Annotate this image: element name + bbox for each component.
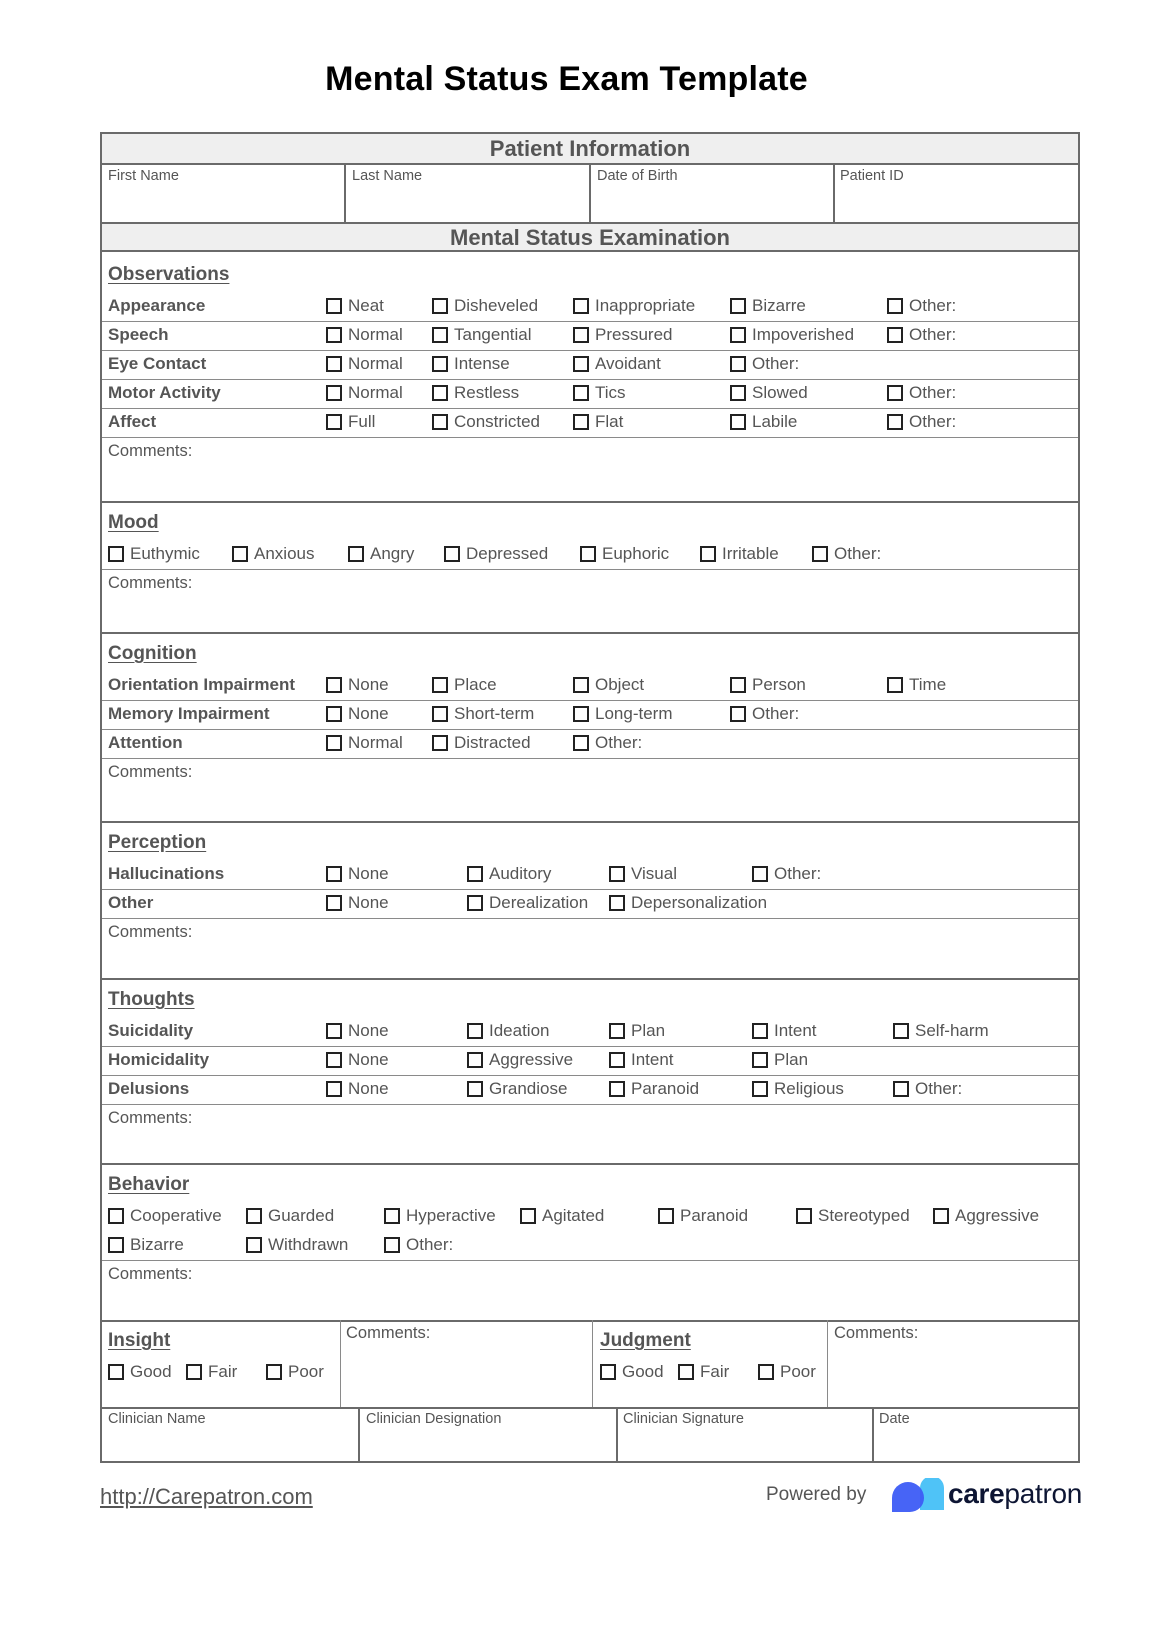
checkbox-icon[interactable]: [609, 866, 625, 882]
observations-comments[interactable]: Comments:: [108, 442, 193, 460]
checkbox-icon[interactable]: [326, 414, 342, 430]
checkbox-guarded[interactable]: Guarded: [246, 1206, 334, 1226]
checkbox-other[interactable]: Other:: [730, 354, 799, 374]
date-field[interactable]: Date: [879, 1411, 910, 1427]
checkbox-icon[interactable]: [326, 298, 342, 314]
checkbox-long-term[interactable]: Long-term: [573, 704, 672, 724]
divider: [102, 700, 1078, 701]
checkbox-icon[interactable]: [432, 414, 448, 430]
checkbox-icon[interactable]: [609, 1023, 625, 1039]
checkbox-icon[interactable]: [384, 1237, 400, 1253]
checkbox-other[interactable]: Other:: [893, 1079, 962, 1099]
checkbox-plan[interactable]: Plan: [752, 1050, 808, 1070]
checkbox-intense[interactable]: Intense: [432, 354, 510, 374]
perception-comments[interactable]: Comments:: [108, 923, 193, 941]
carepatron-link[interactable]: http://Carepatron.com: [100, 1484, 313, 1509]
checkbox-icon[interactable]: [812, 546, 828, 562]
checkbox-other[interactable]: Other:: [887, 296, 956, 316]
checkbox-icon[interactable]: [108, 1364, 124, 1380]
checkbox-icon[interactable]: [887, 298, 903, 314]
divider: [102, 729, 1078, 730]
checkbox-judgment-poor[interactable]: Poor: [758, 1362, 816, 1382]
checkbox-icon[interactable]: [933, 1208, 949, 1224]
checkbox-icon[interactable]: [887, 327, 903, 343]
mse-header: Mental Status Examination: [102, 222, 1078, 252]
checkbox-insight-fair[interactable]: Fair: [186, 1362, 237, 1382]
checkbox-none[interactable]: None: [326, 864, 389, 884]
judgment-title: Judgment: [600, 1330, 691, 1351]
checkbox-icon[interactable]: [609, 1081, 625, 1097]
divider: [102, 1104, 1078, 1105]
powered-by-label: Powered by: [766, 1484, 867, 1505]
checkbox-icon[interactable]: [609, 1052, 625, 1068]
checkbox-icon[interactable]: [730, 385, 746, 401]
checkbox-icon[interactable]: [326, 735, 342, 751]
checkbox-euthymic[interactable]: Euthymic: [108, 544, 200, 564]
checkbox-icon[interactable]: [752, 1023, 768, 1039]
checkbox-icon[interactable]: [752, 866, 768, 882]
checkbox-icon[interactable]: [573, 298, 589, 314]
divider: [102, 321, 1078, 322]
checkbox-constricted[interactable]: Constricted: [432, 412, 540, 432]
delusions-label: Delusions: [108, 1079, 190, 1098]
dob-field[interactable]: Date of Birth: [597, 168, 678, 184]
section-divider: [102, 1320, 1078, 1322]
checkbox-icon[interactable]: [108, 1237, 124, 1253]
checkbox-angry[interactable]: Angry: [348, 544, 414, 564]
divider: [102, 1046, 1078, 1047]
checkbox-icon[interactable]: [432, 298, 448, 314]
checkbox-none[interactable]: None: [326, 1079, 389, 1099]
checkbox-insight-poor[interactable]: Poor: [266, 1362, 324, 1382]
page-title: Mental Status Exam Template: [325, 60, 808, 98]
clinician-designation-field[interactable]: Clinician Designation: [366, 1411, 502, 1427]
checkbox-flat[interactable]: Flat: [573, 412, 623, 432]
checkbox-ideation[interactable]: Ideation: [467, 1021, 550, 1041]
checkbox-icon[interactable]: [678, 1364, 694, 1380]
divider: [102, 758, 1078, 759]
checkbox-icon[interactable]: [432, 735, 448, 751]
checkbox-icon[interactable]: [326, 1081, 342, 1097]
checkbox-religious[interactable]: Religious: [752, 1079, 844, 1099]
checkbox-icon[interactable]: [326, 895, 342, 911]
checkbox-icon[interactable]: [467, 895, 483, 911]
checkbox-icon[interactable]: [326, 1052, 342, 1068]
checkbox-labile[interactable]: Labile: [730, 412, 797, 432]
checkbox-icon[interactable]: [444, 546, 460, 562]
mood-comments[interactable]: Comments:: [108, 574, 193, 592]
checkbox-agitated[interactable]: Agitated: [520, 1206, 604, 1226]
checkbox-icon[interactable]: [887, 414, 903, 430]
checkbox-icon[interactable]: [232, 546, 248, 562]
checkbox-disheveled[interactable]: Disheveled: [432, 296, 538, 316]
exam-form: [100, 132, 1080, 1463]
checkbox-icon[interactable]: [730, 706, 746, 722]
checkbox-icon[interactable]: [700, 546, 716, 562]
checkbox-icon[interactable]: [326, 327, 342, 343]
divider: [102, 1260, 1078, 1261]
checkbox-icon[interactable]: [467, 866, 483, 882]
checkbox-icon[interactable]: [573, 677, 589, 693]
checkbox-icon[interactable]: [432, 677, 448, 693]
checkbox-other[interactable]: Other:: [573, 733, 642, 753]
checkbox-other[interactable]: Other:: [887, 412, 956, 432]
checkbox-icon[interactable]: [266, 1364, 282, 1380]
patient-id-field[interactable]: Patient ID: [840, 168, 904, 184]
mood-title: Mood: [108, 512, 159, 533]
checkbox-impoverished[interactable]: Impoverished: [730, 325, 854, 345]
checkbox-slowed[interactable]: Slowed: [730, 383, 808, 403]
checkbox-icon[interactable]: [893, 1081, 909, 1097]
divider: [102, 350, 1078, 351]
checkbox-icon[interactable]: [432, 706, 448, 722]
checkbox-icon[interactable]: [108, 1208, 124, 1224]
checkbox-icon[interactable]: [580, 546, 596, 562]
checkbox-icon[interactable]: [600, 1364, 616, 1380]
checkbox-normal[interactable]: Normal: [326, 354, 403, 374]
cognition-comments[interactable]: Comments:: [108, 763, 193, 781]
divider: [102, 379, 1078, 380]
checkbox-object[interactable]: Object: [573, 675, 644, 695]
checkbox-irritable[interactable]: Irritable: [700, 544, 779, 564]
checkbox-neat[interactable]: Neat: [326, 296, 384, 316]
checkbox-icon[interactable]: [658, 1208, 674, 1224]
checkbox-none[interactable]: None: [326, 704, 389, 724]
checkbox-pressured[interactable]: Pressured: [573, 325, 672, 345]
checkbox-inappropriate[interactable]: Inappropriate: [573, 296, 695, 316]
checkbox-distracted[interactable]: Distracted: [432, 733, 531, 753]
checkbox-aggressive[interactable]: Aggressive: [933, 1206, 1039, 1226]
divider: [102, 918, 1078, 919]
checkbox-tics[interactable]: Tics: [573, 383, 626, 403]
behavior-comments[interactable]: Comments:: [108, 1265, 193, 1283]
checkbox-icon[interactable]: [432, 356, 448, 372]
checkbox-euphoric[interactable]: Euphoric: [580, 544, 669, 564]
checkbox-depersonalization[interactable]: Depersonalization: [609, 893, 767, 913]
checkbox-intent[interactable]: Intent: [609, 1050, 674, 1070]
checkbox-insight-good[interactable]: Good: [108, 1362, 172, 1382]
checkbox-icon[interactable]: [186, 1364, 202, 1380]
homicidality-label: Homicidality: [108, 1050, 210, 1069]
checkbox-plan[interactable]: Plan: [609, 1021, 665, 1041]
orientation-label: Orientation Impairment: [108, 675, 296, 694]
checkbox-icon[interactable]: [467, 1052, 483, 1068]
affect-label: Affect: [108, 412, 157, 431]
divider: [872, 1407, 874, 1463]
checkbox-icon[interactable]: [246, 1237, 262, 1253]
perception-other-label: Other: [108, 893, 154, 912]
divider: [102, 1075, 1078, 1076]
divider: [358, 1407, 360, 1463]
checkbox-other[interactable]: Other:: [730, 704, 799, 724]
section-divider: [102, 501, 1078, 503]
checkbox-icon[interactable]: [348, 546, 364, 562]
checkbox-icon[interactable]: [467, 1081, 483, 1097]
checkbox-icon[interactable]: [730, 298, 746, 314]
checkbox-icon[interactable]: [573, 735, 589, 751]
section-divider: [102, 978, 1078, 980]
checkbox-icon[interactable]: [520, 1208, 536, 1224]
checkbox-icon[interactable]: [384, 1208, 400, 1224]
checkbox-icon[interactable]: [752, 1052, 768, 1068]
behavior-title: Behavior: [108, 1174, 190, 1195]
appearance-label: Appearance: [108, 296, 206, 315]
checkbox-icon[interactable]: [326, 385, 342, 401]
divider: [102, 437, 1078, 438]
insight-comments[interactable]: Comments:: [346, 1324, 431, 1342]
checkbox-icon[interactable]: [730, 356, 746, 372]
insight-title: Insight: [108, 1330, 171, 1351]
clinician-signature-field[interactable]: Clinician Signature: [623, 1411, 744, 1427]
last-name-field[interactable]: Last Name: [352, 168, 423, 184]
observations-title: Observations: [108, 264, 230, 285]
checkbox-icon[interactable]: [326, 356, 342, 372]
checkbox-icon[interactable]: [432, 385, 448, 401]
checkbox-icon[interactable]: [887, 385, 903, 401]
checkbox-self-harm[interactable]: Self-harm: [893, 1021, 989, 1041]
checkbox-bizarre[interactable]: Bizarre: [108, 1235, 184, 1255]
checkbox-none[interactable]: None: [326, 893, 389, 913]
checkbox-depressed[interactable]: Depressed: [444, 544, 548, 564]
checkbox-other[interactable]: Other:: [887, 383, 956, 403]
checkbox-derealization[interactable]: Derealization: [467, 893, 588, 913]
carepatron-logo-icon: [890, 1478, 946, 1516]
eye-contact-label: Eye Contact: [108, 354, 207, 373]
checkbox-place[interactable]: Place: [432, 675, 497, 695]
checkbox-visual[interactable]: Visual: [609, 864, 677, 884]
checkbox-other[interactable]: Other:: [384, 1235, 453, 1255]
checkbox-paranoid[interactable]: Paranoid: [658, 1206, 748, 1226]
divider: [833, 165, 835, 224]
divider: [102, 569, 1078, 570]
divider: [592, 1320, 593, 1407]
divider: [616, 1407, 618, 1463]
checkbox-cooperative[interactable]: Cooperative: [108, 1206, 222, 1226]
suicidality-label: Suicidality: [108, 1021, 194, 1040]
checkbox-icon[interactable]: [326, 677, 342, 693]
checkbox-icon[interactable]: [887, 677, 903, 693]
checkbox-bizarre[interactable]: Bizarre: [730, 296, 806, 316]
checkbox-icon[interactable]: [246, 1208, 262, 1224]
checkbox-icon[interactable]: [573, 356, 589, 372]
checkbox-none[interactable]: None: [326, 1050, 389, 1070]
hallucinations-label: Hallucinations: [108, 864, 225, 883]
checkbox-anxious[interactable]: Anxious: [232, 544, 314, 564]
first-name-field[interactable]: First Name: [108, 168, 179, 184]
checkbox-stereotyped[interactable]: Stereotyped: [796, 1206, 910, 1226]
checkbox-icon[interactable]: [730, 327, 746, 343]
checkbox-tangential[interactable]: Tangential: [432, 325, 532, 345]
divider: [589, 165, 591, 224]
checkbox-intent[interactable]: Intent: [752, 1021, 817, 1041]
checkbox-icon[interactable]: [758, 1364, 774, 1380]
checkbox-normal[interactable]: Normal: [326, 733, 403, 753]
checkbox-icon[interactable]: [752, 1081, 768, 1097]
checkbox-time[interactable]: Time: [887, 675, 946, 695]
checkbox-auditory[interactable]: Auditory: [467, 864, 551, 884]
divider: [340, 1320, 341, 1407]
checkbox-icon[interactable]: [730, 414, 746, 430]
checkbox-icon[interactable]: [467, 1023, 483, 1039]
checkbox-aggressive[interactable]: Aggressive: [467, 1050, 573, 1070]
divider: [102, 889, 1078, 890]
attention-label: Attention: [108, 733, 183, 752]
checkbox-icon[interactable]: [796, 1208, 812, 1224]
section-divider: [102, 821, 1078, 823]
checkbox-icon[interactable]: [326, 866, 342, 882]
patient-info-header: Patient Information: [102, 134, 1078, 165]
thoughts-comments[interactable]: Comments:: [108, 1109, 193, 1127]
perception-title: Perception: [108, 832, 207, 853]
memory-label: Memory Impairment: [108, 704, 270, 723]
section-divider: [102, 632, 1078, 634]
checkbox-normal[interactable]: Normal: [326, 383, 403, 403]
checkbox-short-term[interactable]: Short-term: [432, 704, 534, 724]
checkbox-grandiose[interactable]: Grandiose: [467, 1079, 567, 1099]
section-divider: [102, 1407, 1078, 1409]
section-divider: [102, 1163, 1078, 1165]
checkbox-other[interactable]: Other:: [752, 864, 821, 884]
checkbox-other[interactable]: Other:: [812, 544, 881, 564]
checkbox-hyperactive[interactable]: Hyperactive: [384, 1206, 496, 1226]
checkbox-icon[interactable]: [573, 706, 589, 722]
checkbox-full[interactable]: Full: [326, 412, 375, 432]
checkbox-restless[interactable]: Restless: [432, 383, 519, 403]
checkbox-icon[interactable]: [326, 1023, 342, 1039]
checkbox-icon[interactable]: [730, 677, 746, 693]
checkbox-person[interactable]: Person: [730, 675, 806, 695]
thoughts-title: Thoughts: [108, 989, 195, 1010]
checkbox-withdrawn[interactable]: Withdrawn: [246, 1235, 348, 1255]
divider: [102, 408, 1078, 409]
checkbox-judgment-good[interactable]: Good: [600, 1362, 664, 1382]
judgment-comments[interactable]: Comments:: [834, 1324, 919, 1342]
divider: [827, 1320, 828, 1407]
checkbox-icon[interactable]: [432, 327, 448, 343]
checkbox-icon[interactable]: [573, 327, 589, 343]
checkbox-icon[interactable]: [573, 385, 589, 401]
checkbox-judgment-fair[interactable]: Fair: [678, 1362, 729, 1382]
motor-activity-label: Motor Activity: [108, 383, 221, 402]
checkbox-other[interactable]: Other:: [887, 325, 956, 345]
checkbox-none[interactable]: None: [326, 1021, 389, 1041]
checkbox-none[interactable]: None: [326, 675, 389, 695]
clinician-name-field[interactable]: Clinician Name: [108, 1411, 206, 1427]
checkbox-avoidant[interactable]: Avoidant: [573, 354, 661, 374]
checkbox-icon[interactable]: [108, 546, 124, 562]
checkbox-icon[interactable]: [609, 895, 625, 911]
speech-label: Speech: [108, 325, 169, 344]
checkbox-paranoid[interactable]: Paranoid: [609, 1079, 699, 1099]
carepatron-wordmark: carepatron: [948, 1478, 1083, 1509]
cognition-title: Cognition: [108, 643, 197, 664]
checkbox-icon[interactable]: [893, 1023, 909, 1039]
checkbox-normal[interactable]: Normal: [326, 325, 403, 345]
checkbox-icon[interactable]: [573, 414, 589, 430]
divider: [344, 165, 346, 224]
checkbox-icon[interactable]: [326, 706, 342, 722]
